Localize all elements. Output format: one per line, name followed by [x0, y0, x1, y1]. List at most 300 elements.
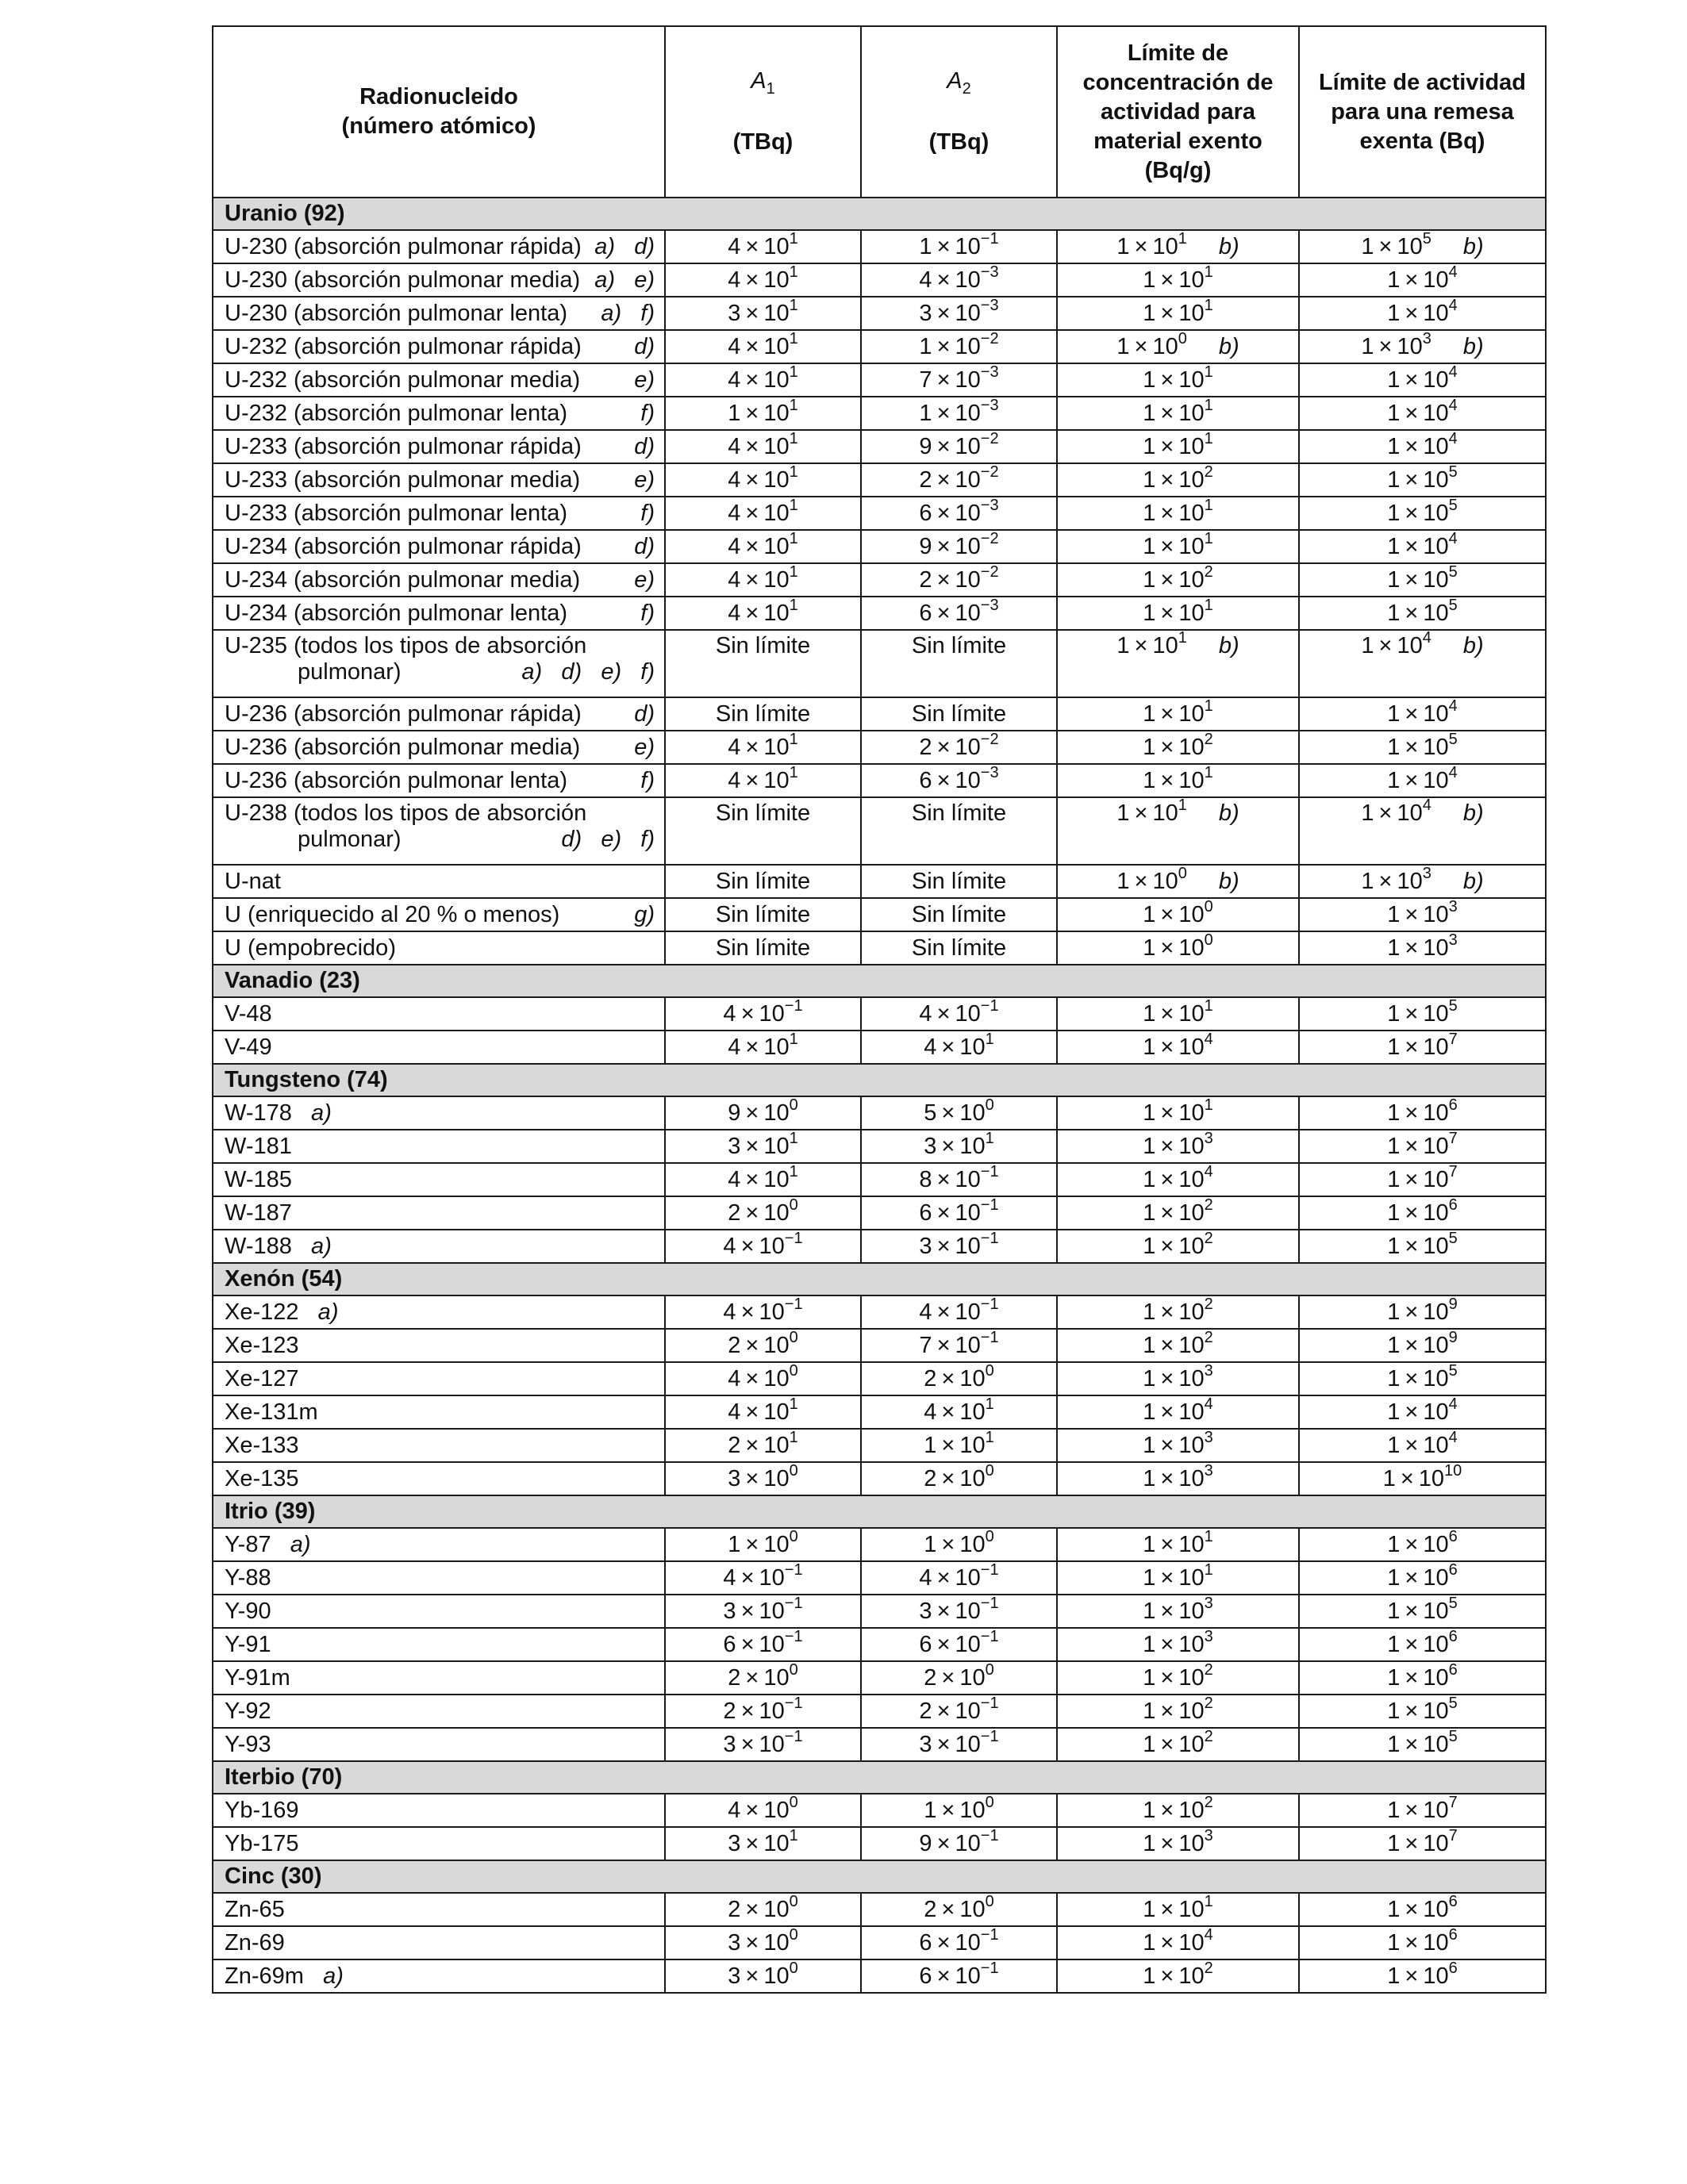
times-sign: × — [936, 233, 951, 259]
value-text: $6 \times 10^{-3}$ — [919, 763, 999, 793]
exponent: 5 — [1448, 562, 1458, 581]
times-sign: × — [1160, 400, 1174, 426]
concentration-limit-cell — [1057, 230, 1299, 263]
times-sign: × — [1160, 1830, 1174, 1856]
activity-limit-cell — [1299, 797, 1546, 865]
value-text: Sin límite — [715, 633, 811, 658]
nuclide-name: W-178 a) — [225, 1100, 332, 1126]
times-sign: × — [1405, 1332, 1419, 1358]
value-text: $4 \times 10^1$ — [728, 363, 798, 393]
times-sign: × — [1160, 1299, 1174, 1325]
concentration-limit-cell — [1057, 1429, 1299, 1462]
nuclide-name: U-236 (absorción pulmonar lenta) — [225, 767, 567, 793]
table-row — [213, 297, 1546, 330]
value-text: $3 \times 10^0$ — [728, 1959, 798, 1989]
concentration-limit-cell — [1057, 1827, 1299, 1860]
times-sign: × — [1405, 533, 1419, 559]
value-wrapper — [1143, 562, 1213, 593]
value-wrapper — [924, 1793, 994, 1824]
group-header-row — [213, 1860, 1546, 1893]
nuclide-name: U-232 (absorción pulmonar media) — [225, 367, 581, 393]
value-wrapper — [919, 263, 999, 294]
value-wrapper — [1143, 1627, 1213, 1658]
exponent: 4 — [1204, 1030, 1213, 1048]
activity-limit-cell — [1299, 1794, 1546, 1827]
times-sign: × — [1405, 1830, 1419, 1856]
times-sign: × — [936, 566, 951, 593]
value-wrapper — [919, 1196, 999, 1226]
nuclide-name-cell — [213, 263, 665, 297]
times-sign: × — [1405, 267, 1419, 293]
exponent: 3 — [1204, 1428, 1213, 1446]
value-wrapper — [1387, 897, 1458, 928]
footnote-mark: b) — [1218, 868, 1239, 894]
value-wrapper — [919, 296, 999, 327]
nuclide-name-cell — [213, 1163, 665, 1196]
nuclide-notes: e) — [634, 734, 655, 760]
activity-limit-cell — [1299, 497, 1546, 530]
value-text: $1 \times 10^4$ — [1387, 429, 1458, 459]
value-wrapper — [1387, 1096, 1458, 1127]
nuclide-name-line — [225, 1798, 655, 1824]
a2-value-cell — [861, 1196, 1057, 1230]
times-sign: × — [1134, 333, 1148, 359]
value-wrapper — [1143, 1428, 1213, 1459]
times-sign: × — [745, 400, 759, 426]
exponent: 0 — [789, 1959, 798, 1977]
a2-value-cell — [861, 1959, 1057, 1993]
nuclide-name: Xe-131m — [225, 1399, 318, 1425]
exponent: 4 — [1204, 1395, 1213, 1413]
header-radionuclide — [213, 26, 665, 198]
a1-value-cell — [665, 1926, 861, 1959]
exponent: 5 — [1448, 1361, 1458, 1380]
activity-limit-cell — [1299, 563, 1546, 597]
times-sign: × — [941, 1365, 955, 1391]
exponent: 3 — [1204, 1594, 1213, 1612]
times-sign: × — [1134, 868, 1148, 894]
group-header-row — [213, 1263, 1546, 1295]
table-row — [213, 1462, 1546, 1495]
value-text: Sin límite — [911, 935, 1007, 961]
value-wrapper — [728, 1959, 798, 1990]
times-sign: × — [936, 300, 951, 326]
value-wrapper — [723, 1594, 803, 1625]
nuclide-name-cell — [213, 1230, 665, 1263]
value-wrapper — [1387, 562, 1458, 593]
value-text: $1 \times 10^6$ — [1387, 1660, 1458, 1691]
value-wrapper — [723, 1694, 803, 1725]
times-sign: × — [745, 433, 759, 459]
exponent: 1 — [1178, 629, 1187, 647]
nuclide-name: V-49 — [225, 1034, 272, 1060]
exponent: 1 — [789, 329, 798, 347]
concentration-limit-cell — [1057, 1628, 1299, 1661]
exponent: −1 — [784, 1727, 803, 1745]
activity-limit-cell — [1299, 1096, 1546, 1130]
concentration-limit-cell — [1057, 330, 1299, 363]
value-wrapper — [919, 1727, 999, 1758]
nuclide-notes: d) — [634, 433, 655, 459]
value-text: $7 \times 10^{-1}$ — [919, 1328, 999, 1358]
table-row — [213, 731, 1546, 764]
exponent: −1 — [784, 996, 803, 1015]
value-wrapper — [1143, 1560, 1213, 1591]
nuclide-name: U-230 (absorción pulmonar lenta) — [225, 300, 567, 326]
exponent: 0 — [985, 1096, 994, 1114]
value-wrapper — [728, 1361, 798, 1392]
value-wrapper — [1143, 429, 1213, 460]
value-wrapper — [1387, 1361, 1458, 1392]
activity-limit-cell — [1299, 530, 1546, 563]
times-sign: × — [1405, 1299, 1419, 1325]
exponent: 5 — [1448, 1594, 1458, 1612]
nuclide-name-cell — [213, 497, 665, 530]
exponent: 3 — [1204, 1826, 1213, 1844]
value-text: $2 \times 10^{-2}$ — [919, 562, 999, 593]
a1-value-cell — [665, 697, 861, 731]
value-text: $2 \times 10^0$ — [924, 1361, 994, 1391]
a1-value-cell — [665, 397, 861, 430]
value-wrapper — [728, 1925, 798, 1956]
times-sign: × — [1405, 1133, 1419, 1159]
value-text: $9 \times 10^{-2}$ — [919, 529, 999, 559]
value-text: $4 \times 10^1$ — [728, 329, 798, 359]
nuclide-name-cell — [213, 697, 665, 731]
times-sign: × — [936, 1332, 951, 1358]
exponent: 0 — [789, 1196, 798, 1214]
nuclide-name: Xe-133 — [225, 1432, 299, 1458]
value-text: Sin límite — [911, 633, 1007, 658]
nuclide-name-line — [225, 1234, 655, 1260]
value-text: $2 \times 10^0$ — [924, 1892, 994, 1922]
table-row — [213, 1794, 1546, 1827]
a1-value-cell — [665, 997, 861, 1031]
value-text: $1 \times 10^5$ — [1387, 1361, 1458, 1391]
footnote-mark: b) — [1462, 233, 1484, 259]
value-wrapper — [924, 1129, 994, 1160]
nuclide-name-cell — [213, 1031, 665, 1064]
exponent: 1 — [1204, 1892, 1213, 1910]
value-wrapper — [919, 529, 999, 560]
a2-value-cell — [861, 297, 1057, 330]
times-sign: × — [740, 1299, 755, 1325]
exponent: 2 — [1204, 1694, 1213, 1712]
nuclide-notes: f) — [640, 600, 655, 626]
times-sign: × — [1160, 566, 1174, 593]
value-text: $7 \times 10^{-3}$ — [919, 363, 999, 393]
nuclide-name: U-234 (absorción pulmonar media) — [225, 566, 581, 593]
exponent: −1 — [980, 1694, 999, 1712]
nuclide-name: Xe-123 — [225, 1332, 299, 1358]
value-text: $3 \times 10^{-1}$ — [919, 1594, 999, 1624]
exponent: −3 — [980, 363, 999, 381]
value-wrapper — [1143, 730, 1213, 761]
header-radionuclide-line2: (número atómico) — [341, 113, 536, 139]
concentration-limit-cell — [1057, 1595, 1299, 1628]
value-text: $1 \times 10^6$ — [1387, 1627, 1458, 1657]
value-text: $3 \times 10^{-1}$ — [723, 1594, 803, 1624]
exponent: 0 — [1178, 329, 1187, 347]
times-sign: × — [1405, 1399, 1419, 1425]
activity-limit-cell — [1299, 697, 1546, 731]
exponent: 2 — [1204, 1793, 1213, 1811]
value-wrapper — [924, 1395, 994, 1426]
concentration-limit-cell — [1057, 430, 1299, 463]
nuclide-notes: e) — [634, 466, 655, 493]
a1-value-cell — [665, 1230, 861, 1263]
a2-value-cell — [861, 530, 1057, 563]
concentration-limit-cell — [1057, 764, 1299, 797]
nuclide-name: U-235 (todos los tipos de absorción — [225, 633, 587, 658]
table-row — [213, 1295, 1546, 1329]
header-activity-limit-consignment — [1299, 26, 1546, 198]
concentration-limit-cell — [1057, 397, 1299, 430]
a1-value-cell — [665, 1395, 861, 1429]
value-wrapper — [716, 935, 810, 961]
times-sign: × — [745, 1100, 759, 1126]
value-text: $1 \times 10^1$ — [1143, 697, 1213, 727]
value-wrapper — [1143, 763, 1213, 794]
value-wrapper — [1116, 796, 1239, 827]
value-text: $2 \times 10^{-2}$ — [919, 463, 999, 493]
a1-value-cell — [665, 530, 861, 563]
value-wrapper — [1143, 1361, 1213, 1392]
header-activity-concentration-limit — [1057, 26, 1299, 198]
exponent: 1 — [789, 396, 798, 414]
a1-value-cell — [665, 1827, 861, 1860]
times-sign: × — [745, 1332, 759, 1358]
value-wrapper — [728, 1328, 798, 1359]
nuclide-name: Y-91 — [225, 1631, 271, 1657]
exponent: 3 — [1204, 1461, 1213, 1480]
value-wrapper — [728, 1892, 798, 1923]
value-text: $1 \times 10^2$ — [1143, 1727, 1213, 1757]
value-text: $1 \times 10^2$ — [1143, 1196, 1213, 1226]
a1-value-cell — [665, 1661, 861, 1695]
nuclide-name-cell — [213, 1429, 665, 1462]
value-text: $1 \times 10^5$ — [1387, 730, 1458, 760]
nuclide-notes: a) e) — [594, 267, 655, 293]
times-sign: × — [1160, 767, 1174, 793]
value-text: $1 \times 10^1$ — [1143, 596, 1213, 626]
times-sign: × — [1160, 533, 1174, 559]
nuclide-name-line — [225, 567, 655, 593]
value-text: $1 \times 10^2$ — [1143, 1229, 1213, 1259]
a1-value-cell — [665, 1893, 861, 1926]
group-title: Vanadio (23) — [213, 965, 1546, 997]
value-wrapper — [728, 1129, 798, 1160]
value-wrapper — [1387, 1892, 1458, 1923]
value-text: $1 \times 10^1$ — [1143, 396, 1213, 426]
times-sign: × — [740, 1233, 755, 1259]
table-row — [213, 1096, 1546, 1130]
times-sign: × — [1400, 1465, 1414, 1491]
a2-value-cell — [861, 1329, 1057, 1362]
nuclide-inline-note: a) — [303, 1963, 344, 1989]
exponent: 4 — [1448, 763, 1458, 781]
times-sign: × — [1405, 1598, 1419, 1624]
value-wrapper — [728, 1527, 798, 1558]
times-sign: × — [1160, 1199, 1174, 1226]
value-wrapper — [728, 363, 798, 393]
times-sign: × — [1378, 800, 1393, 826]
a2-value-cell — [861, 497, 1057, 530]
value-text: $4 \times 10^1$ — [728, 263, 798, 293]
times-sign: × — [936, 466, 951, 493]
table-row — [213, 597, 1546, 630]
value-text: $1 \times 10^{-2}$ — [919, 329, 999, 359]
concentration-limit-cell — [1057, 997, 1299, 1031]
nuclide-name: W-187 — [225, 1199, 292, 1226]
value-wrapper — [716, 800, 810, 827]
value-text: $3 \times 10^{-3}$ — [919, 296, 999, 326]
table-row — [213, 530, 1546, 563]
times-sign: × — [1405, 1166, 1419, 1192]
exponent: 5 — [1448, 596, 1458, 614]
value-wrapper — [1387, 1627, 1458, 1658]
exponent: 1 — [985, 1129, 994, 1147]
activity-limit-cell — [1299, 931, 1546, 965]
times-sign: × — [745, 1034, 759, 1060]
value-wrapper — [924, 1361, 994, 1392]
activity-limit-cell — [1299, 597, 1546, 630]
nuclide-name: Yb-175 — [225, 1830, 299, 1856]
value-wrapper — [1143, 263, 1213, 294]
table-row — [213, 1362, 1546, 1395]
value-text: $1 \times 10^2$ — [1143, 1959, 1213, 1989]
value-wrapper — [728, 263, 798, 294]
times-sign: × — [936, 433, 951, 459]
value-text: $1 \times 10^4$ — [1361, 796, 1431, 826]
concentration-limit-cell — [1057, 463, 1299, 497]
exponent: 3 — [1204, 1627, 1213, 1645]
exponent: 1 — [1204, 763, 1213, 781]
nuclide-name-line — [225, 1399, 655, 1426]
times-sign: × — [1405, 600, 1419, 626]
value-text: $3 \times 10^1$ — [728, 1826, 798, 1856]
exponent: 0 — [1204, 931, 1213, 949]
header-a2-unit: (TBq) — [928, 129, 990, 155]
value-text: $1 \times 10^2$ — [1143, 1694, 1213, 1724]
exponent: 3 — [1448, 897, 1458, 915]
table-row — [213, 797, 1546, 865]
exponent: −3 — [980, 763, 999, 781]
times-sign: × — [936, 400, 951, 426]
header-col5-text: Límite de actividad para una remesa exenta (Bq) — [1318, 69, 1527, 154]
exponent: 4 — [1448, 1395, 1458, 1413]
nuclide-name: Yb-169 — [225, 1797, 299, 1823]
table-row — [213, 865, 1546, 898]
value-wrapper — [1116, 329, 1239, 360]
times-sign: × — [1378, 333, 1393, 359]
value-text: $1 \times 10^1$ — [1143, 529, 1213, 559]
a1-value-cell — [665, 865, 861, 898]
nuclide-name: U (empobrecido) — [225, 935, 396, 961]
exponent: 1 — [1204, 996, 1213, 1015]
times-sign: × — [1160, 1166, 1174, 1192]
value-wrapper — [728, 1428, 798, 1459]
times-sign: × — [1160, 1698, 1174, 1724]
concentration-limit-cell — [1057, 1926, 1299, 1959]
times-sign: × — [936, 267, 951, 293]
nuclide-name: U-234 (absorción pulmonar lenta) — [225, 600, 567, 626]
nuclide-name-line — [225, 1433, 655, 1459]
value-text: $1 \times 10^1$ — [1143, 763, 1213, 793]
concentration-limit-cell — [1057, 797, 1299, 865]
exponent: 9 — [1448, 1328, 1458, 1346]
value-text: Sin límite — [911, 901, 1007, 927]
table-row — [213, 330, 1546, 363]
table-row — [213, 1595, 1546, 1628]
table-row — [213, 230, 1546, 263]
value-text: $1 \times 10^3$ — [1387, 931, 1458, 961]
exponent: 4 — [1448, 363, 1458, 381]
concentration-limit-cell — [1057, 1695, 1299, 1728]
value-wrapper — [919, 496, 999, 527]
exponent: 1 — [1204, 263, 1213, 281]
exponent: 2 — [1204, 1229, 1213, 1247]
times-sign: × — [745, 734, 759, 760]
nuclide-name-line — [225, 234, 655, 260]
a2-value-cell — [861, 1661, 1057, 1695]
a1-value-cell — [665, 1429, 861, 1462]
nuclide-name-cell — [213, 1561, 665, 1595]
value-wrapper — [919, 1229, 999, 1260]
value-wrapper — [1387, 1162, 1458, 1193]
nuclide-name: U-230 (absorción pulmonar media) — [225, 267, 581, 293]
exponent: −1 — [784, 1295, 803, 1313]
table-row — [213, 1728, 1546, 1761]
nuclide-name: Xe-122 a) — [225, 1299, 339, 1325]
a1-value-cell — [665, 230, 861, 263]
value-text: $1 \times 10^1$ — [1143, 1560, 1213, 1591]
nuclide-name-cell — [213, 1295, 665, 1329]
value-wrapper — [924, 1428, 994, 1459]
group-title: Xenón (54) — [213, 1263, 1546, 1295]
times-sign: × — [745, 1929, 759, 1956]
value-wrapper — [1143, 463, 1213, 493]
table-row — [213, 1031, 1546, 1064]
nuclide-name-line — [225, 1565, 655, 1591]
times-sign: × — [1160, 1896, 1174, 1922]
footnote-mark: b) — [1462, 800, 1484, 826]
a1-value-cell — [665, 797, 861, 865]
value-text: $1 \times 10^0$ — [1143, 897, 1213, 927]
exponent: 4 — [1448, 697, 1458, 715]
value-wrapper — [716, 869, 810, 895]
times-sign: × — [941, 1034, 955, 1060]
value-text: $1 \times 10^1$ — [1116, 229, 1187, 259]
exponent: 7 — [1448, 1129, 1458, 1147]
nuclide-notes: d) e) f) — [561, 827, 655, 852]
times-sign: × — [745, 1963, 759, 1989]
value-wrapper — [1387, 1694, 1458, 1725]
nuclide-name-line2: pulmonar) — [298, 659, 402, 685]
exponent: 1 — [789, 730, 798, 748]
nuclide-name-line — [225, 267, 655, 294]
value-wrapper — [723, 1295, 803, 1326]
a1-value-cell — [665, 1528, 861, 1561]
value-wrapper — [1143, 363, 1213, 393]
a2-value-cell — [861, 363, 1057, 397]
table-row — [213, 1230, 1546, 1263]
a2-value-cell — [861, 1031, 1057, 1064]
exponent: 0 — [985, 1793, 994, 1811]
nuclide-name-line — [225, 869, 655, 895]
a2-value-cell — [861, 997, 1057, 1031]
exponent: 1 — [789, 1162, 798, 1180]
